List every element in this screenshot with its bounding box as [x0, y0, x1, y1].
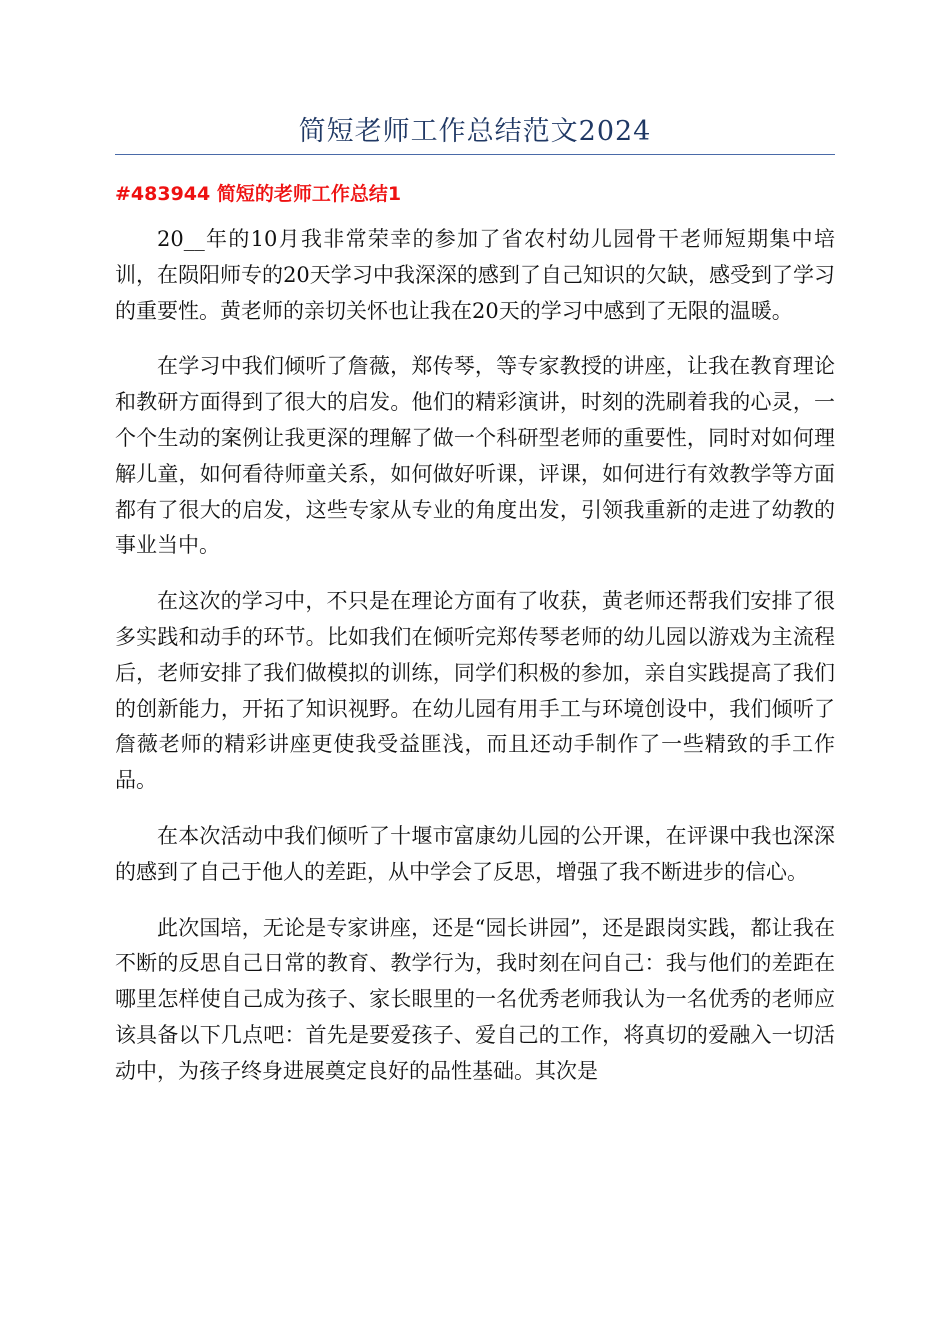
paragraph: 此次国培，无论是专家讲座，还是“园长讲园”，还是跟岗实践，都让我在不断的反思自己日常的教育、教学行为，我时刻在问自己：我与他们的差距在哪里怎样使自己成为孩子、家长眼里的一名优秀老师我认为一名优秀的老师应该具备以下几点吧：首先是要爱孩子、爱自己的工作，将真切的爱融入一切活动中，为孩子终身进展奠定良好的品性基础。其次是 [115, 915, 835, 1083]
document-title: 简短老师工作总结范文2024 [298, 116, 652, 147]
title-underline [115, 154, 835, 155]
document-body [115, 222, 835, 1110]
section-heading: #483944 简短的老师工作总结1 [115, 183, 402, 205]
paragraph: 在学习中我们倾听了詹薇，郑传琴，等专家教授的讲座，让我在教育理论和教研方面得到了很大的启发。他们的精彩演讲，时刻的洗刷着我的心灵，一个个生动的案例让我更深的理解了做一个科研型老师的重要性，同时对如何理解儿童，如何看待师童关系，如何做好听课，评课，如何进行有效教学等方面都有了很大的启发，这些专家从专业的角度出发，引领我重新的走进了幼教的事业当中。 [115, 354, 835, 558]
paragraph: 在这次的学习中，不只是在理论方面有了收获，黄老师还帮我们安排了很多实践和动手的环节。比如我们在倾听完郑传琴老师的幼儿园以游戏为主流程后，老师安排了我们做模拟的训练，同学们积极的参加，亲自实践提高了我们的创新能力，开拓了知识视野。在幼儿园有用手工与环境创设中，我们倾听了詹薇老师的精彩讲座更使我受益匪浅，而且还动手制作了一些精致的手工作品。 [115, 589, 835, 793]
paragraph: 20__年的10月我非常荣幸的参加了省农村幼儿园骨干老师短期集中培训，在陨阳师专的20天学习中我深深的感到了自己知识的欠缺，感受到了学习的重要性。黄老师的亲切关怀也让我在20天的学习中感到了无限的温暖。 [115, 227, 835, 323]
paragraph: 在本次活动中我们倾听了十堰市富康幼儿园的公开课，在评课中我也深深的感到了自己于他人的差距，从中学会了反思，增强了我不断进步的信心。 [115, 823, 835, 884]
